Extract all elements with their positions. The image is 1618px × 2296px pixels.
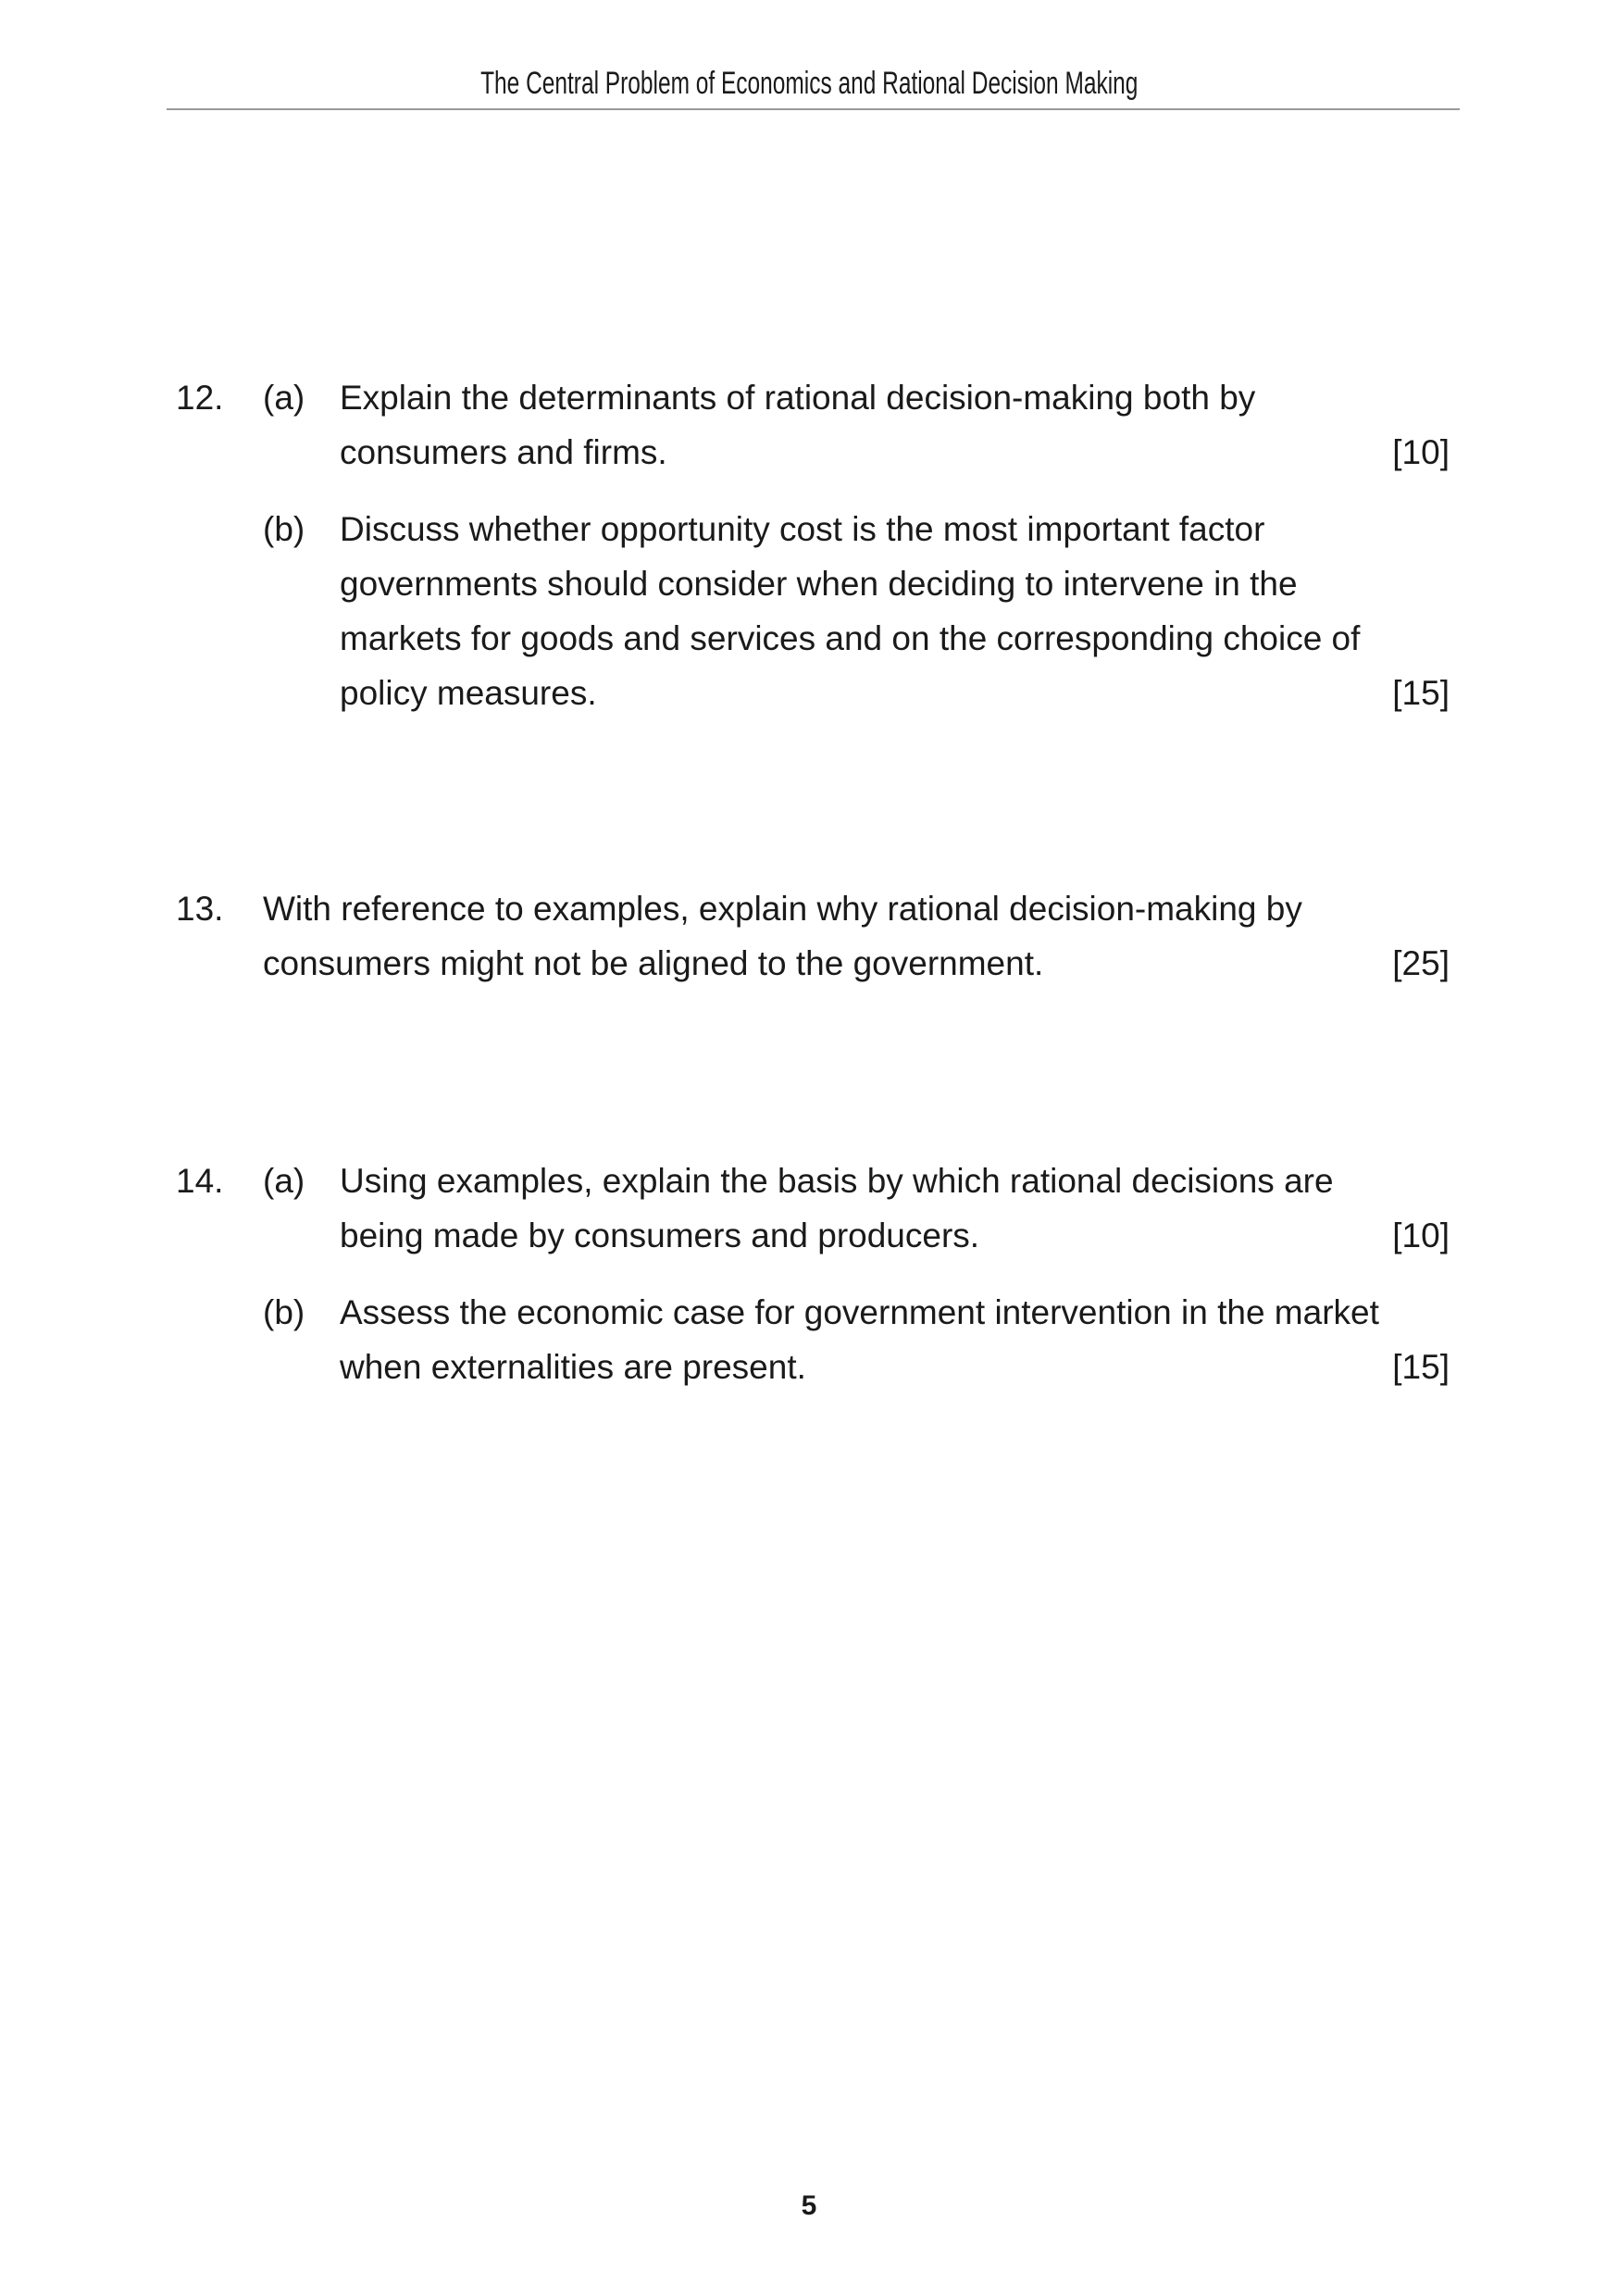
question-text: Using examples, explain the basis by which rational decisions are being made by consumers and producers. <box>340 1162 1334 1254</box>
question-number: 13. <box>176 890 224 928</box>
question-number: 14. <box>176 1162 224 1200</box>
question-text: Assess the economic case for government intervention in the market when externalities are present. <box>340 1293 1379 1386</box>
part-label: (a) <box>263 1162 305 1200</box>
marks: [10] <box>1392 433 1450 471</box>
question-number: 12. <box>176 379 224 417</box>
part-label: (a) <box>263 379 305 417</box>
header-rule <box>167 108 1460 110</box>
marks: [15] <box>1392 1348 1450 1386</box>
question-text: Discuss whether opportunity cost is the most important factor governments should consider when deciding to intervene in the markets for goods and services and on the corresponding choice of policy measures. <box>340 510 1361 712</box>
part-label: (b) <box>263 510 305 548</box>
question-text: Explain the determinants of rational decision-making both by consumers and firms. <box>340 379 1256 471</box>
marks: [25] <box>1392 944 1450 982</box>
marks: [15] <box>1392 674 1450 712</box>
page-number: 5 <box>801 2190 817 2221</box>
question-text: With reference to examples, explain why rational decision-making by consumers might not be aligned to the government. <box>263 890 1302 982</box>
marks: [10] <box>1392 1217 1450 1254</box>
running-header: The Central Problem of Economics and Rational Decision Making <box>479 66 1139 101</box>
part-label: (b) <box>263 1293 305 1331</box>
